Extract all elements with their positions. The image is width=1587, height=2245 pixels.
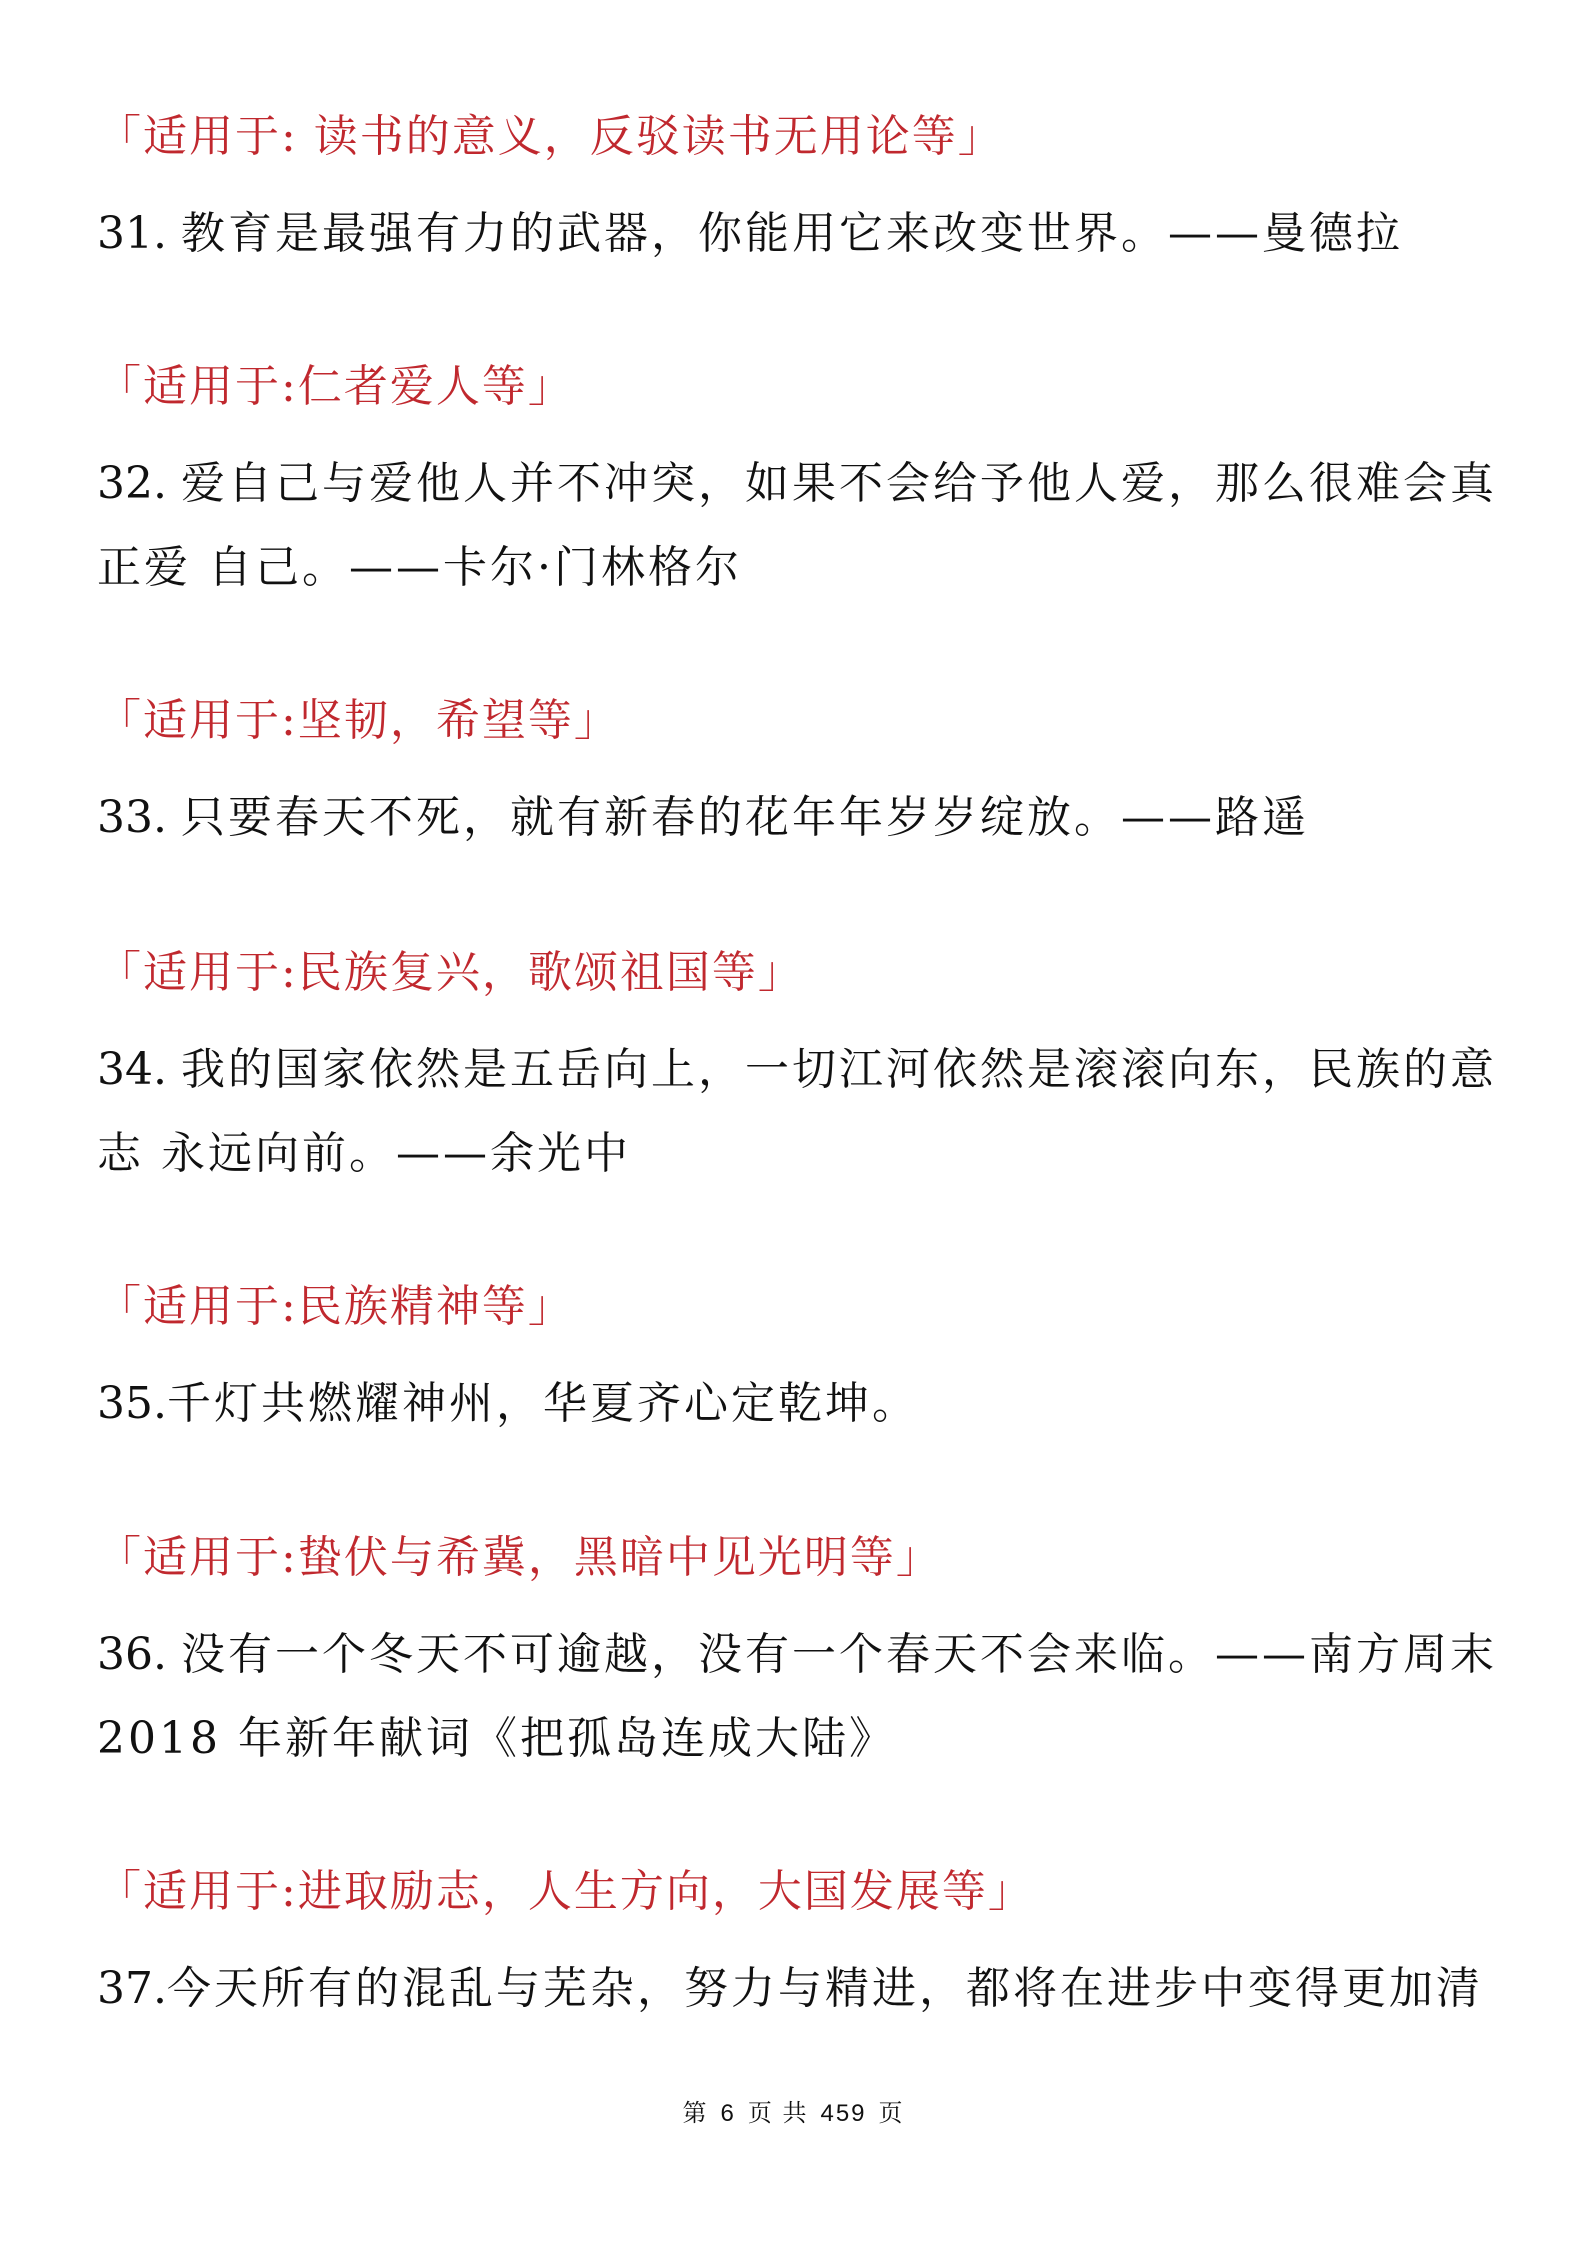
quote-body: 我的国家依然是五岳向上，一切江河依然是滚滚向东，民族的意志 永远向前。——余光中 (97, 1044, 1497, 1179)
quote-text (97, 1613, 1507, 1781)
footer-total-pages: 459 (820, 2100, 867, 2127)
page-footer (0, 2093, 1587, 2128)
quote-text (97, 1947, 1507, 2031)
usage-tag: 「适用于: 读书的意义，反驳读书无用论等」 (97, 111, 1004, 162)
quote-entry-32 (97, 358, 1507, 610)
quote-entry-37 (97, 1863, 1507, 2031)
quote-body: 千灯共燃耀神州，华夏齐心定乾坤。 (166, 1378, 919, 1429)
quote-body: 今天所有的混乱与芜杂，努力与精进，都将在进步中变得更加清 (166, 1963, 1483, 2014)
quote-body: 教育是最强有力的武器，你能用它来改变世界。——曼德拉 (180, 208, 1403, 259)
usage-tag: 「适用于:进取励志，人生方向，大国发展等」 (97, 1866, 1034, 1917)
quote-text (97, 442, 1507, 610)
quote-text (97, 1362, 1507, 1446)
footer-middle: 页 共 (747, 2100, 809, 2127)
quote-number: 32. (97, 458, 167, 509)
quote-entry-36 (97, 1529, 1507, 1781)
quote-entry-33 (97, 692, 1507, 860)
usage-tag: 「适用于:民族复兴，歌颂祖国等」 (97, 947, 804, 998)
usage-tag: 「适用于:坚韧，希望等」 (97, 695, 620, 746)
quote-text (97, 776, 1507, 860)
quote-entry-35 (97, 1278, 1507, 1446)
quote-body: 爱自己与爱他人并不冲突，如果不会给予他人爱，那么很难会真正爱 自己。——卡尔·门林格尔 (97, 458, 1497, 593)
quote-number: 31. (97, 208, 167, 259)
footer-suffix: 页 (878, 2100, 905, 2127)
footer-prefix: 第 (682, 2100, 709, 2127)
quote-number: 33. (97, 792, 167, 843)
usage-tag: 「适用于:仁者爱人等」 (97, 361, 574, 412)
usage-tag: 「适用于:民族精神等」 (97, 1281, 574, 1332)
quote-entry-31 (97, 108, 1507, 276)
quote-text (97, 1028, 1507, 1196)
usage-tag: 「适用于:蛰伏与希冀，黑暗中见光明等」 (97, 1532, 942, 1583)
quote-number: 35. (97, 1378, 167, 1429)
quote-body: 只要春天不死，就有新春的花年年岁岁绽放。——路遥 (180, 792, 1309, 843)
quote-text (97, 192, 1507, 276)
quote-entry-34 (97, 944, 1507, 1196)
quote-number: 36. (97, 1629, 167, 1680)
quote-body: 没有一个冬天不可逾越，没有一个春天不会来临。——南方周末 2018 年新年献词《把孤岛连成大陆》 (97, 1629, 1497, 1764)
quote-number: 37. (97, 1963, 167, 2014)
quote-number: 34. (97, 1044, 167, 1095)
footer-page-number: 6 (720, 2100, 736, 2127)
